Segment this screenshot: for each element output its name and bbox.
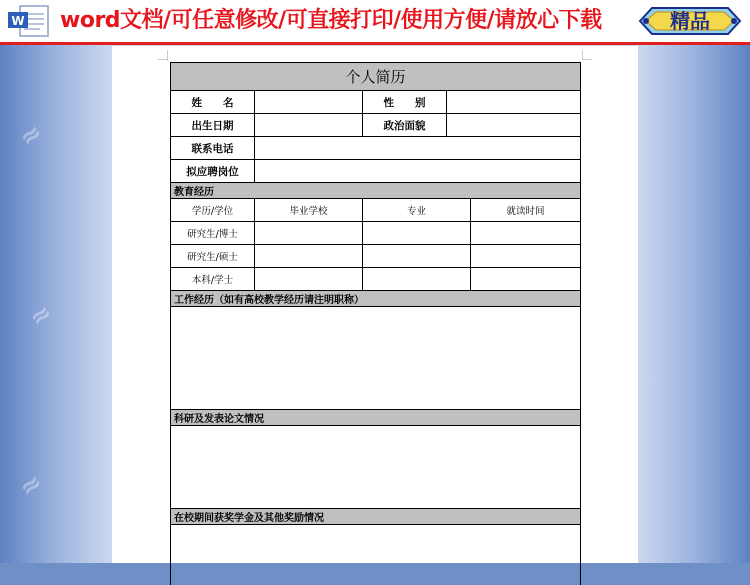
word-doc-icon (6, 4, 54, 38)
birthdate-field[interactable] (255, 114, 363, 137)
education-cell[interactable] (363, 222, 471, 245)
awards-section-header: 在校期间获奖学金及其他奖励情况 (171, 509, 581, 525)
banner-text: word文档/可任意修改/可直接打印/使用方便/请放心下载 (60, 5, 602, 37)
watermark: ≈ (13, 116, 50, 154)
research-field[interactable] (171, 426, 581, 509)
work-experience-field[interactable] (171, 307, 581, 410)
svg-text:W: W (11, 14, 24, 28)
education-cell[interactable] (363, 268, 471, 291)
name-field[interactable] (255, 91, 363, 114)
margin-corner-mark (582, 50, 592, 60)
education-cell[interactable] (255, 222, 363, 245)
awards-field[interactable] (171, 525, 581, 585)
watermark: ≈ (13, 466, 50, 504)
education-column-header: 就读时间 (471, 199, 581, 222)
gender-label: 性 别 (363, 91, 447, 114)
education-row-label: 研究生/博士 (171, 222, 255, 245)
political-status-field[interactable] (447, 114, 581, 137)
education-row-label: 研究生/硕士 (171, 245, 255, 268)
phone-label: 联系电话 (171, 137, 255, 160)
work-experience-header: 工作经历（如有高校教学经历请注明职称） (171, 291, 581, 307)
education-cell[interactable] (255, 245, 363, 268)
premium-badge-label: 精品 (660, 7, 720, 35)
phone-field[interactable] (255, 137, 581, 160)
promo-banner (0, 0, 750, 45)
birthdate-label: 出生日期 (171, 114, 255, 137)
education-cell[interactable] (471, 245, 581, 268)
education-column-header: 专业 (363, 199, 471, 222)
margin-corner-mark (158, 50, 168, 60)
research-section-header: 科研及发表论文情况 (171, 410, 581, 426)
gender-field[interactable] (447, 91, 581, 114)
name-label: 姓 名 (171, 91, 255, 114)
education-column-header: 毕业学校 (255, 199, 363, 222)
education-column-header: 学历/学位 (171, 199, 255, 222)
education-section-header: 教育经历 (171, 183, 581, 199)
education-cell[interactable] (471, 268, 581, 291)
resume-title: 个人简历 (171, 63, 581, 91)
position-field[interactable] (255, 160, 581, 183)
education-cell[interactable] (363, 245, 471, 268)
watermark: ≈ (23, 296, 60, 334)
education-cell[interactable] (255, 268, 363, 291)
position-label: 拟应聘岗位 (171, 160, 255, 183)
political-status-label: 政治面貌 (363, 114, 447, 137)
education-cell[interactable] (471, 222, 581, 245)
resume-table (170, 62, 581, 585)
education-row-label: 本科/学士 (171, 268, 255, 291)
